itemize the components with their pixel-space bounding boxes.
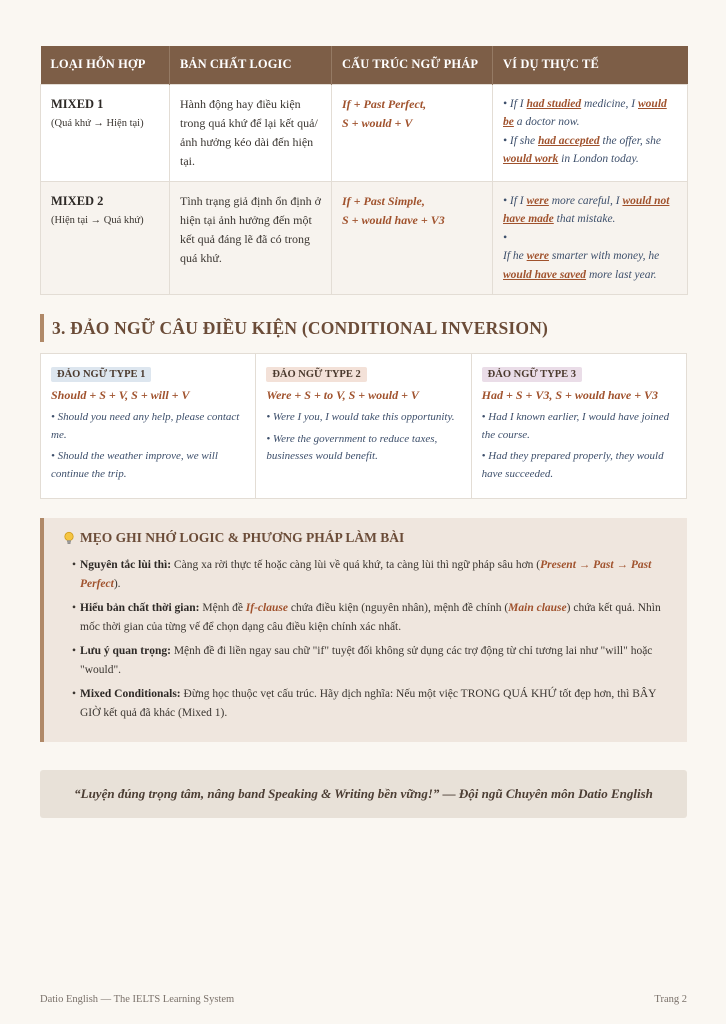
column-header: CẤU TRÚC NGỮ PHÁP xyxy=(332,46,493,84)
example-line: • If I had studied medicine, I would be a doctor now. xyxy=(503,97,667,128)
inversion-card xyxy=(41,354,256,498)
column-header: LOẠI HỖN HỢP xyxy=(41,46,170,84)
formula-line: S + would have + V3 xyxy=(342,212,445,227)
tip-item: • Nguyên tắc lùi thì: Càng xa rời thực tế hoặc càng lùi về quá khứ, ta càng lùi thì ngữ pháp sâu hơn (Present → Past → Past Perfect). xyxy=(72,556,667,594)
footer-brand: Datio English — The IELTS Learning System xyxy=(40,994,235,1005)
example-line: • If she had accepted the offer, she would work in London today. xyxy=(503,134,661,165)
tip-item: • Mixed Conditionals: Đừng học thuộc vẹt cấu trúc. Hãy dịch nghĩa: Nếu một việc TRONG QUÁ KHỨ tốt đẹp hơn, thì BÂY GIỜ kết quả đã khác (Mixed 1). xyxy=(72,685,667,723)
type-name: MIXED 2 xyxy=(51,193,104,208)
page-number: Trang 2 xyxy=(654,994,687,1005)
inversion-example: • Had I known earlier, I would have joined the course. xyxy=(481,411,670,441)
mixed-conditionals-table xyxy=(40,46,688,295)
formula-cell xyxy=(332,181,493,295)
example-cell xyxy=(493,84,688,181)
type-name: MIXED 1 xyxy=(51,96,104,111)
type-subtitle: (Hiện tại → Quá khứ) xyxy=(51,214,144,226)
formula-cell xyxy=(332,84,493,181)
type-cell xyxy=(41,84,170,181)
tip-item: • Hiểu bản chất thời gian: Mệnh đề If-clause chứa điều kiện (nguyên nhân), mệnh đề chính (Main clause) chứa kết quả. Nhìn mốc thời gian của từng vế để chọn dạng câu điều kiện chính xác nhất. xyxy=(72,599,667,637)
type-badge: ĐẢO NGỮ TYPE 2 xyxy=(266,367,366,382)
tips-box xyxy=(40,518,687,742)
type-badge: ĐẢO NGỮ TYPE 3 xyxy=(482,367,582,382)
formula-line: If + Past Simple, xyxy=(342,193,425,208)
section-title: 3. ĐẢO NGỮ CÂU ĐIỀU KIỆN (CONDITIONAL INVERSION) xyxy=(40,314,548,342)
tip-item: • Lưu ý quan trọng: Mệnh đề đi liền ngay sau chữ "if" tuyệt đối không sử dụng các trợ động từ chỉ tương lai như "will" hoặc "would". xyxy=(72,642,667,680)
example-line: If he were smarter with money, he would have saved more last year. xyxy=(503,250,660,281)
quote-banner: “Luyện đúng trọng tâm, nâng band Speaking & Writing bền vững!” — Đội ngũ Chuyên môn Datio English xyxy=(40,770,687,818)
inversion-card xyxy=(472,354,686,498)
inversion-formula: Were + S + to V, S + would + V xyxy=(266,388,419,402)
example-line: • If I were more careful, I would not have made that mistake. xyxy=(503,194,670,225)
tips-list xyxy=(62,556,667,723)
formula-line: If + Past Perfect, xyxy=(342,96,427,111)
inversion-card xyxy=(256,354,471,498)
mixed-conditionals-table-wrap xyxy=(40,46,687,295)
column-header: VÍ DỤ THỰC TẾ xyxy=(493,46,688,84)
example-bullet: • xyxy=(503,231,508,244)
type-badge: ĐẢO NGỮ TYPE 1 xyxy=(51,367,151,382)
lightbulb-icon xyxy=(62,531,76,545)
tips-title-row xyxy=(62,530,667,546)
table-row xyxy=(41,181,688,295)
inversion-example: • Had they prepared properly, they would have succeeded. xyxy=(481,450,664,480)
formula-line: S + would + V xyxy=(342,115,413,130)
type-subtitle: (Quá khứ → Hiện tại) xyxy=(51,117,144,129)
tips-title: MẸO GHI NHỚ LOGIC & PHƯƠNG PHÁP LÀM BÀI xyxy=(80,530,405,545)
example-cell xyxy=(493,181,688,295)
inversion-formula: Had + S + V3, S + would have + V3 xyxy=(481,388,659,402)
inversion-example: • Should you need any help, please contact me. xyxy=(51,411,240,441)
inversion-example: • Should the weather improve, we will continue the trip. xyxy=(51,450,218,480)
inversion-formula: Should + S + V, S + will + V xyxy=(51,388,190,402)
inversion-cards xyxy=(40,353,687,499)
table-row xyxy=(41,84,688,181)
inversion-example: • Were the government to reduce taxes, businesses would benefit. xyxy=(266,432,438,462)
logic-cell: Tình trạng giả định ổn định ở hiện tại ảnh hưởng đến một kết quả đáng lẽ đã có trong quá khứ. xyxy=(170,181,332,295)
logic-cell: Hành động hay điều kiện trong quá khứ để lại kết quả/ảnh hưởng kéo dài đến hiện tại. xyxy=(170,84,332,181)
inversion-example: • Were I you, I would take this opportunity. xyxy=(266,411,455,423)
column-header: BẢN CHẤT LOGIC xyxy=(170,46,332,84)
type-cell xyxy=(41,181,170,295)
